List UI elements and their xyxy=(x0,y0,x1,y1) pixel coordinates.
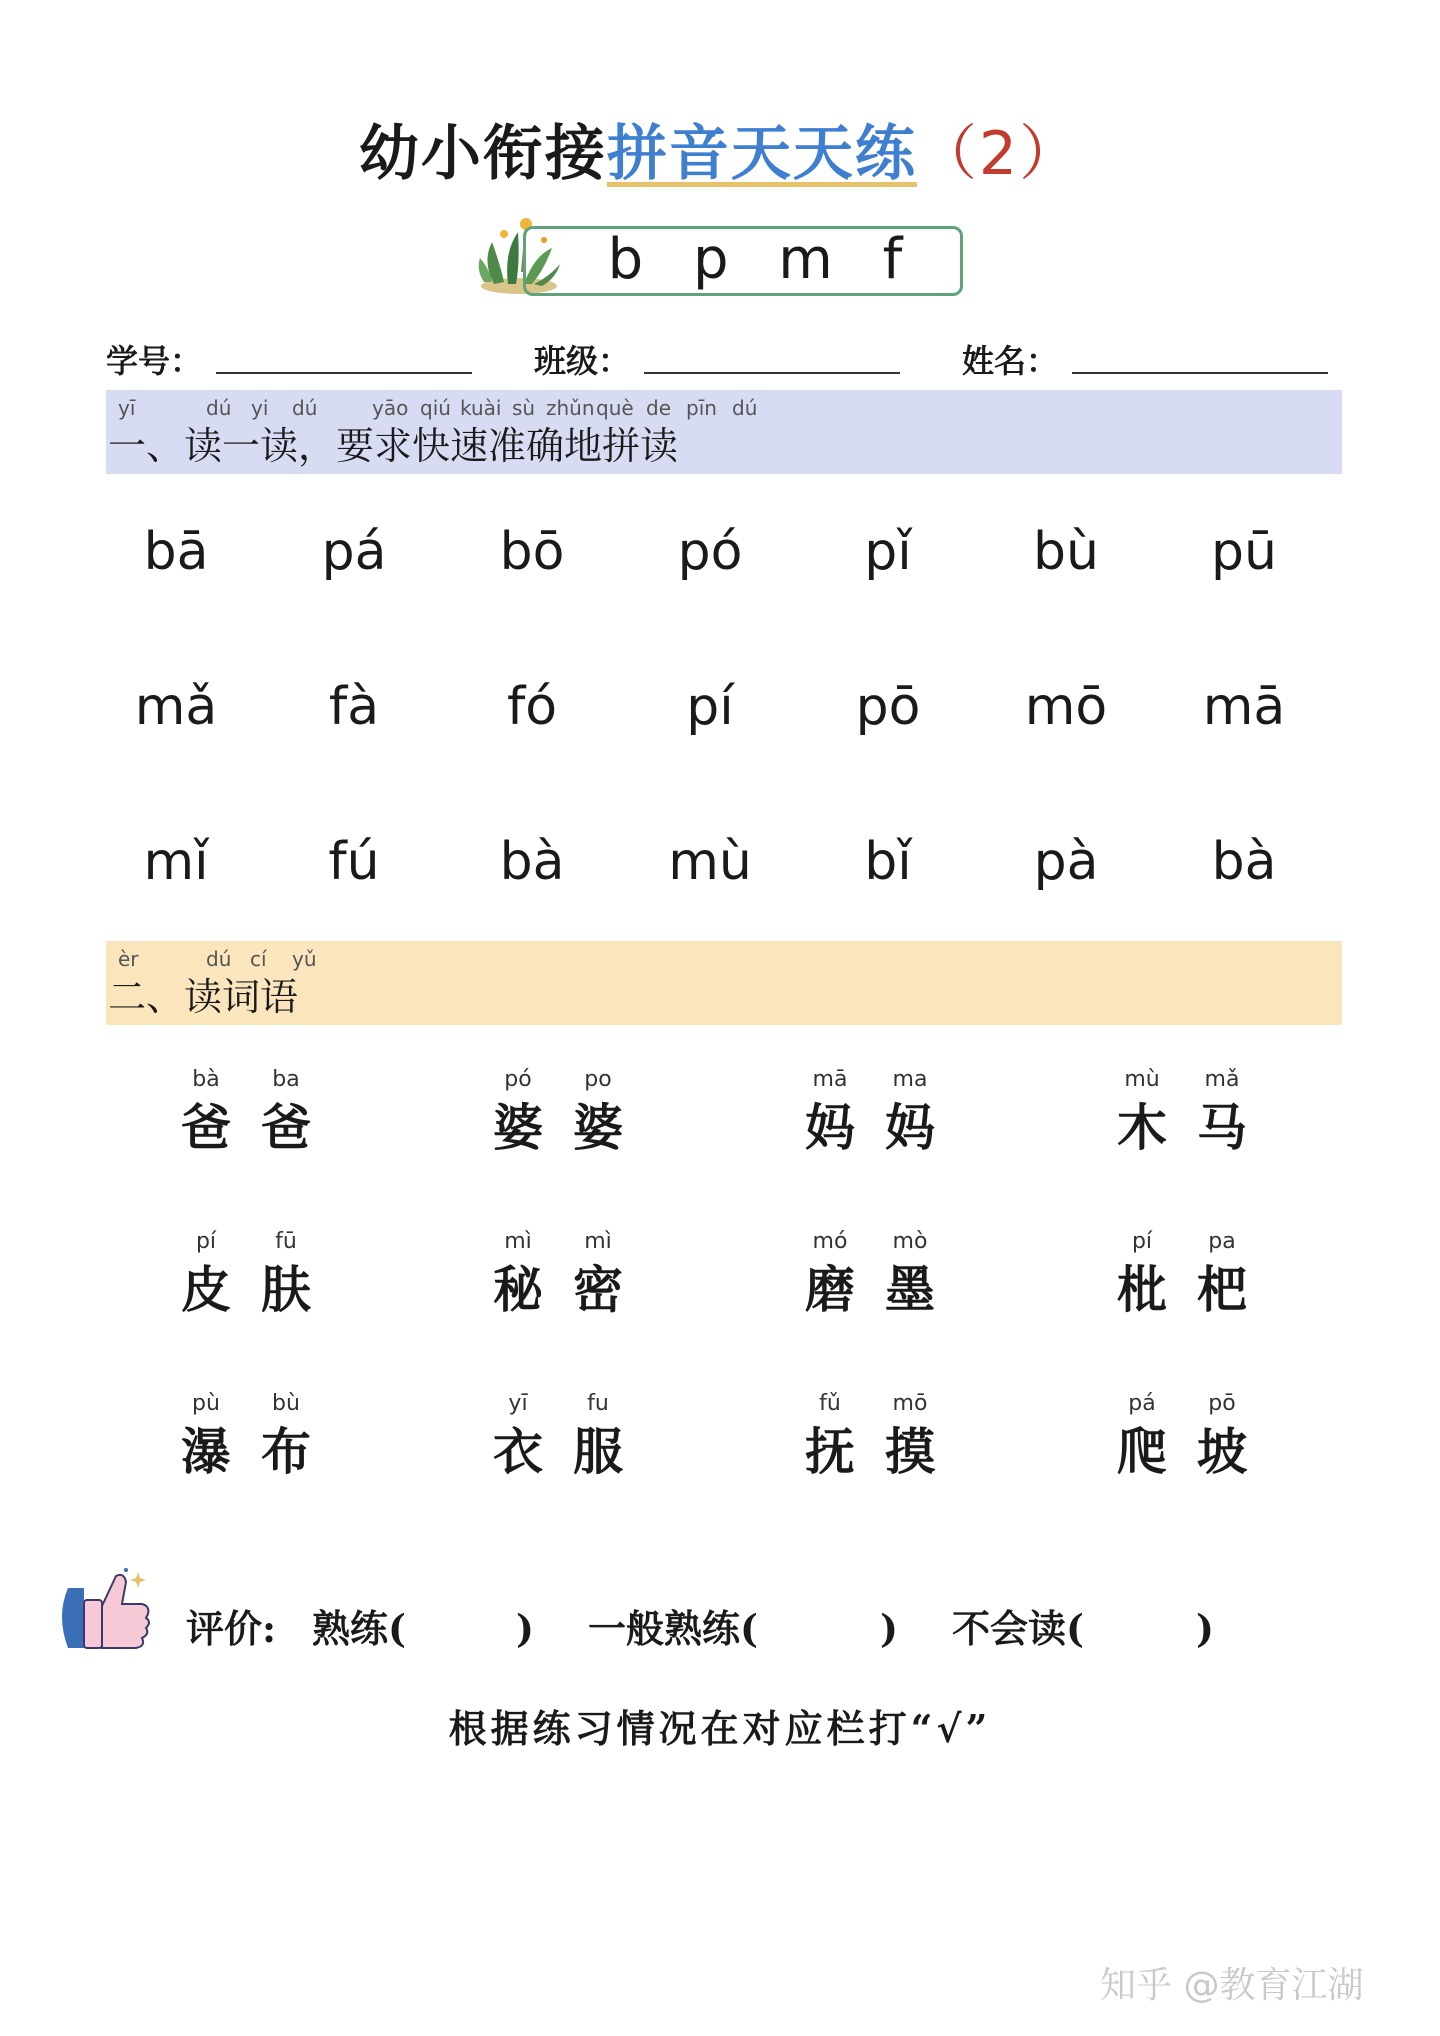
hanzi: 衣 xyxy=(493,1422,543,1481)
option-cannot-read-close: ) xyxy=(1196,1606,1214,1651)
pinyin-syllable: pí xyxy=(686,677,734,737)
pinyin-syllable: bù xyxy=(1033,522,1099,582)
char-pinyin: mā xyxy=(812,1067,848,1092)
char-pinyin: mǎ xyxy=(1204,1067,1240,1092)
section2-header xyxy=(106,941,1342,1025)
char-pinyin: pù xyxy=(192,1391,220,1416)
hanzi: 马 xyxy=(1197,1098,1247,1157)
option-fairly-proficient-close: ) xyxy=(880,1606,898,1651)
hanzi: 磨 xyxy=(805,1260,855,1319)
section1-annotation: dú xyxy=(206,396,232,420)
name-line xyxy=(1072,372,1328,374)
pinyin-syllable: pó xyxy=(677,522,743,582)
pinyin-syllable: mǎ xyxy=(134,677,218,737)
char-pinyin: yī xyxy=(508,1391,528,1416)
char-pinyin: mó xyxy=(812,1229,848,1254)
letters-box: b p m f xyxy=(523,226,963,296)
pinyin-syllable: fà xyxy=(328,677,380,737)
char-pinyin: po xyxy=(584,1067,612,1092)
section2-annotation: yǔ xyxy=(292,947,317,971)
section1-title: 一、读一读，要求快速准确地拼读 xyxy=(108,424,679,468)
pinyin-syllable: bà xyxy=(1211,832,1277,892)
hanzi: 肤 xyxy=(261,1260,311,1319)
title-part2: 拼音天天练 xyxy=(606,119,917,189)
char-pinyin: mù xyxy=(1124,1067,1160,1092)
evaluation-label: 评价: xyxy=(186,1606,277,1651)
char-pinyin: mì xyxy=(584,1229,612,1254)
char-pinyin: mì xyxy=(504,1229,532,1254)
word-card xyxy=(482,1390,662,1500)
option-cannot-read[interactable]: 不会读( xyxy=(952,1606,1084,1651)
hanzi: 妈 xyxy=(805,1098,855,1157)
pinyin-syllable: pǐ xyxy=(864,522,912,582)
hanzi: 秘 xyxy=(493,1260,543,1319)
char-pinyin: ba xyxy=(272,1067,300,1092)
pinyin-syllable: pá xyxy=(321,522,387,582)
word-card xyxy=(170,1390,350,1500)
section1-annotation: yāo xyxy=(372,396,409,420)
pinyin-syllable: bà xyxy=(499,832,565,892)
hanzi: 杷 xyxy=(1197,1260,1247,1319)
pinyin-syllable: fó xyxy=(506,677,558,737)
option-proficient[interactable]: 熟练( xyxy=(312,1606,406,1651)
hanzi: 抚 xyxy=(805,1422,855,1481)
section2-annotation: dú xyxy=(206,947,232,971)
pinyin-syllable: pō xyxy=(855,677,921,737)
word-card xyxy=(1106,1228,1286,1338)
student-number-label: 学号： xyxy=(106,342,203,380)
char-pinyin: pí xyxy=(195,1229,217,1254)
word-card xyxy=(170,1228,350,1338)
char-pinyin: fu xyxy=(587,1391,609,1416)
pinyin-syllable: fú xyxy=(328,832,380,892)
hanzi: 布 xyxy=(261,1422,311,1481)
hanzi: 爸 xyxy=(181,1098,231,1157)
char-pinyin: mò xyxy=(892,1229,928,1254)
title-part1: 幼小衔接 xyxy=(358,119,607,189)
hanzi: 婆 xyxy=(573,1098,623,1157)
option-proficient-close: ) xyxy=(516,1606,534,1651)
watermark: 知乎 @教育江湖 xyxy=(1100,1965,1364,2006)
pinyin-syllable: pū xyxy=(1211,522,1277,582)
hanzi: 密 xyxy=(573,1260,623,1319)
class-label: 班级： xyxy=(534,342,631,380)
section1-annotation: de xyxy=(646,396,671,420)
pinyin-syllable: mō xyxy=(1024,677,1108,737)
pinyin-syllable: bā xyxy=(143,522,209,582)
pinyin-syllable: bō xyxy=(499,522,565,582)
char-pinyin: bù xyxy=(272,1391,300,1416)
student-number-line xyxy=(216,372,472,374)
section1-annotation: pīn xyxy=(686,396,717,420)
section1-annotation: dú xyxy=(732,396,758,420)
hanzi: 枇 xyxy=(1117,1260,1167,1319)
hanzi: 皮 xyxy=(181,1260,231,1319)
section1-annotation: yī xyxy=(118,396,136,420)
pinyin-syllable: mǐ xyxy=(143,832,209,892)
char-pinyin: pó xyxy=(504,1067,532,1092)
instruction-text: 根据练习情况在对应栏打“√” xyxy=(448,1706,992,1751)
section2-annotation: cí xyxy=(250,947,267,971)
thumbs-up-icon xyxy=(54,1566,154,1656)
hanzi: 木 xyxy=(1117,1098,1167,1157)
class-line xyxy=(644,372,900,374)
char-pinyin: fū xyxy=(275,1229,297,1254)
section1-annotation: yi xyxy=(251,396,269,420)
char-pinyin: mō xyxy=(892,1391,928,1416)
hanzi: 婆 xyxy=(493,1098,543,1157)
pinyin-row-3 xyxy=(106,822,1342,902)
word-card xyxy=(482,1228,662,1338)
pinyin-syllable: mù xyxy=(668,832,752,892)
hanzi: 瀑 xyxy=(181,1422,231,1481)
pinyin-syllable: mā xyxy=(1202,677,1286,737)
section1-header xyxy=(106,390,1342,474)
pinyin-syllable: pà xyxy=(1033,832,1099,892)
section1-annotation: dú xyxy=(292,396,318,420)
student-number-field[interactable] xyxy=(106,336,472,382)
word-card xyxy=(794,1390,974,1500)
name-field[interactable] xyxy=(962,336,1328,382)
pinyin-row-2 xyxy=(106,667,1342,747)
hanzi: 妈 xyxy=(885,1098,935,1157)
section1-annotation: sù xyxy=(512,396,536,420)
section2-annotation: èr xyxy=(118,947,139,971)
hanzi: 爸 xyxy=(261,1098,311,1157)
section1-annotation: zhǔn xyxy=(546,396,595,420)
pinyin-row-1 xyxy=(106,512,1342,592)
section1-annotation: qiú xyxy=(420,396,451,420)
word-card xyxy=(1106,1066,1286,1176)
option-fairly-proficient[interactable]: 一般熟练( xyxy=(588,1606,758,1651)
class-field[interactable] xyxy=(534,336,900,382)
name-label: 姓名： xyxy=(962,342,1059,380)
word-card xyxy=(794,1228,974,1338)
word-card xyxy=(794,1066,974,1176)
hanzi: 爬 xyxy=(1117,1422,1167,1481)
char-pinyin: pa xyxy=(1208,1229,1236,1254)
char-pinyin: pō xyxy=(1208,1391,1236,1416)
section1-annotation: kuài xyxy=(460,396,502,420)
word-card xyxy=(482,1066,662,1176)
word-card xyxy=(170,1066,350,1176)
page-title xyxy=(0,118,1440,190)
char-pinyin: bà xyxy=(192,1067,220,1092)
hanzi: 服 xyxy=(573,1422,623,1481)
hanzi: 摸 xyxy=(885,1422,935,1481)
hanzi: 坡 xyxy=(1197,1422,1247,1481)
section2-title: 二、读词语 xyxy=(108,975,299,1019)
char-pinyin: fǔ xyxy=(819,1391,841,1416)
student-info xyxy=(106,336,1336,386)
section1-annotation: què xyxy=(596,396,634,420)
hanzi: 墨 xyxy=(885,1260,935,1319)
title-part3: （2） xyxy=(916,119,1082,189)
word-card xyxy=(1106,1390,1286,1500)
pinyin-syllable: bǐ xyxy=(864,832,912,892)
char-pinyin: pí xyxy=(1131,1229,1153,1254)
char-pinyin: pá xyxy=(1128,1391,1156,1416)
char-pinyin: ma xyxy=(892,1067,928,1092)
